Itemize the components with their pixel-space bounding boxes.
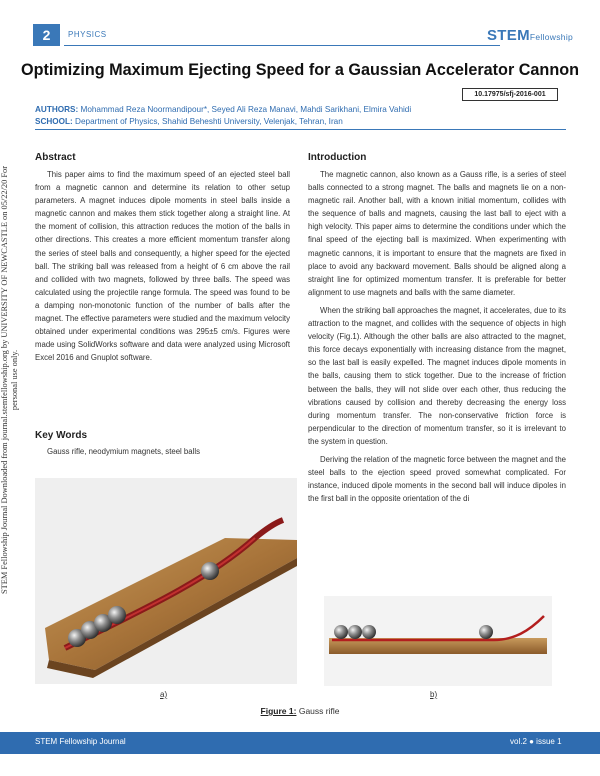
page-number: 2 bbox=[33, 24, 60, 46]
footer-issue: vol.2 ● issue 1 bbox=[510, 737, 562, 746]
paper-title: Optimizing Maximum Ejecting Speed for a Gaussian Accelerator Cannon bbox=[21, 61, 579, 79]
meta-divider bbox=[35, 129, 566, 130]
doi-box[interactable]: 10.17975/sfj-2016-001 bbox=[462, 88, 558, 101]
school-line bbox=[35, 117, 343, 126]
section-label: PHYSICS bbox=[68, 30, 107, 39]
figure-1b-label: b) bbox=[430, 690, 438, 699]
school-name: Department of Physics, Shahid Beheshti University, Velenjak, Tehran, Iran bbox=[75, 117, 343, 126]
download-watermark: STEM Fellowship Journal Downloaded from journal.stemfellowship.org by UNIVERSITY OF NEWCASTLE on 05/22/20 For personal use only. bbox=[0, 165, 19, 595]
figure-caption bbox=[0, 706, 600, 716]
intro-paragraph-1: The magnetic cannon, also known as a Gauss rifle, is a series of steel balls connected to a strong magnet. The balls and magnets lie on a non-magnetic rail. Another ball, with a known initial momentum, collides with the sequence of balls and magnets, causing the last ball to eject with a high velocity. This paper aims to determine the conditions under which the final speed of the ejecting ball is maximized. When experimenting with magnetic cannons, it is important to ensure that the magnets are fixed in place to avoid any backward movement. Balls should be aligned along a straight line for optimized momentum transfer. It is preferable for better alignment to use magnets and balls with the same diameter. bbox=[308, 170, 566, 297]
intro-paragraph-2: When the striking ball approaches the magnet, it accelerates, due to its attraction to the magnet, and collides with the sequence of objects in high velocity (Fig.1). Although the other balls are also attracted to the magnet, this force decays exponentially with increasing distance from the magnet, so the last ball is easily expelled. The magnet induces dipole moments in the balls, causing them to stick together. Due to the increase of friction between the balls, they will not slide over each other, thus reducing the vibrations caused by collision and thereby decreasing the energy loss during momentum transfer. The non-conservative friction force is perpendicular to the direction of momentum transfer, so it is irrelevant to the system in question. bbox=[308, 305, 566, 446]
footer-journal: STEM Fellowship Journal bbox=[35, 737, 126, 746]
authors-line bbox=[35, 105, 411, 114]
abstract-text: This paper aims to find the maximum speed of an ejected steel ball from a magnetic cannon and determine its relation to other setup parameters. A magnet induces dipole moments in steel balls inside a magnetic cannon and makes them stick together along a straight line. At the moment of collision, this attraction reduces the motion of the balls in other directions. This creates a more efficient momentum transfer along the series of steel balls and consequently, a higher speed for the ejected ball. The striking ball was released from a height of 6 cm above the rail and collided with two magnets, followed by three balls. The speed was calculated using the projectile range formula. The speed was found to be a damping non-monotonic function of the number of balls after the magnet. The effective parameters were studied and the maximum velocity obtained under experimental conditions was 295±5 cm/s. Figures were made using SolidWorks software and data were analyzed using Microsoft Excel 2016 and Gnuplot software. bbox=[35, 170, 290, 363]
figure-1b-image bbox=[324, 596, 552, 686]
school-label: SCHOOL: bbox=[35, 117, 73, 126]
authors-label: AUTHORS: bbox=[35, 105, 79, 114]
keywords-heading: Key Words bbox=[35, 430, 88, 441]
abstract-heading: Abstract bbox=[35, 152, 76, 163]
header-divider bbox=[64, 45, 500, 46]
introduction-heading: Introduction bbox=[308, 152, 367, 163]
authors-names: Mohammad Reza Noormandipour*, Seyed Ali Reza Manavi, Mahdi Sarikhani, Elmira Vahidi bbox=[80, 105, 412, 114]
figure-caption-text: Gauss rifle bbox=[298, 706, 340, 716]
introduction-body bbox=[308, 168, 566, 510]
figure-1a-label: a) bbox=[160, 690, 168, 699]
figure-1a-image bbox=[35, 478, 297, 684]
figure-caption-label: Figure 1: bbox=[260, 706, 297, 716]
intro-paragraph-3: Deriving the relation of the magnetic force between the magnet and the steel balls to the ejection speed proved somewhat complicated. For instance, induced dipole moments in the second ball will induce dipoles in the first ball in the opposite orientation of the di bbox=[308, 454, 566, 504]
journal-logo: STEMFellowship bbox=[487, 27, 574, 44]
abstract-body bbox=[35, 168, 290, 369]
keywords-text: Gauss rifle, neodymium magnets, steel balls bbox=[47, 447, 200, 456]
